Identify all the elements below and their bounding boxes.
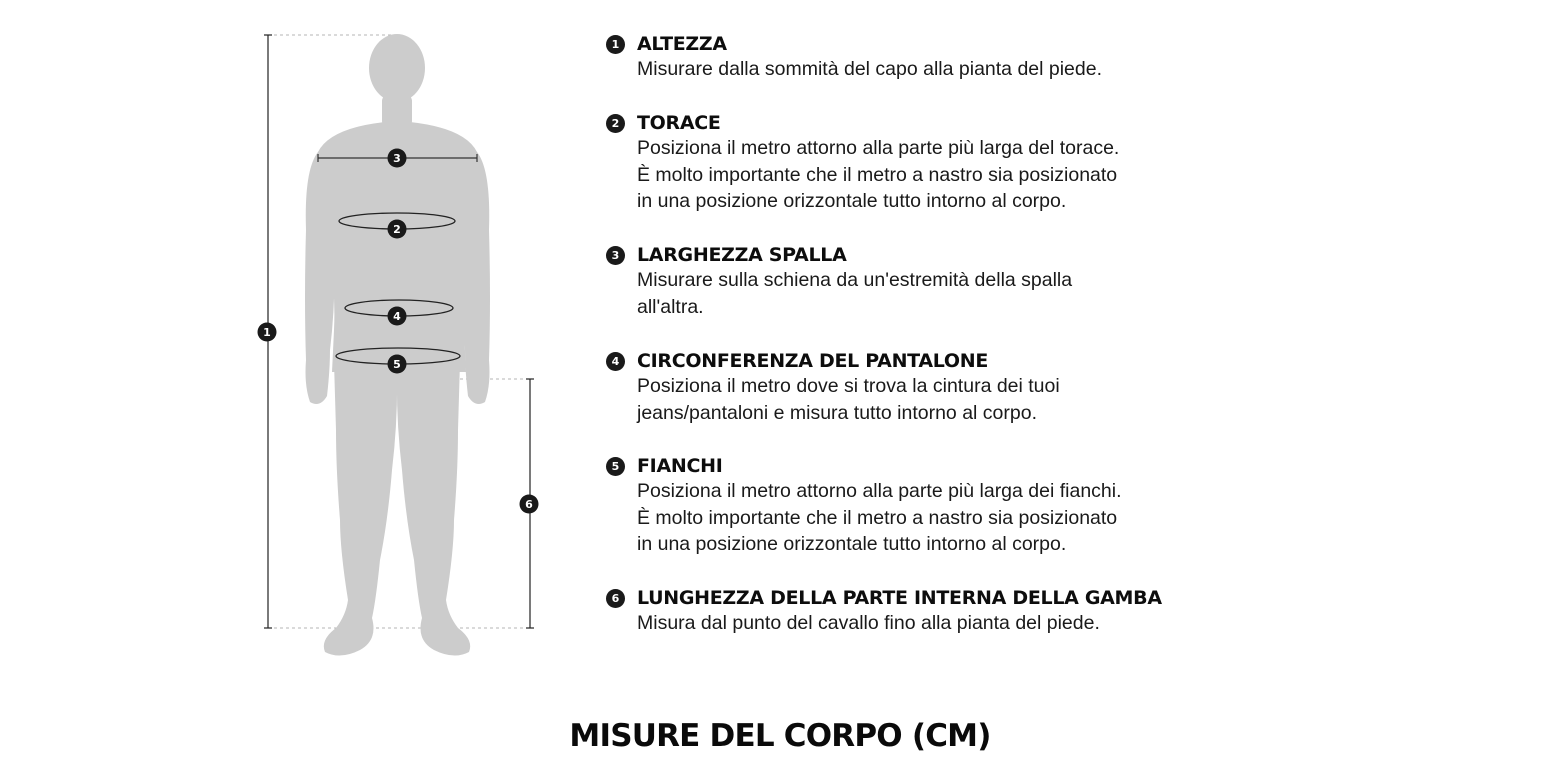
legend-title: CIRCONFERENZA DEL PANTALONE [637, 350, 989, 372]
legend-title: LARGHEZZA SPALLA [637, 244, 847, 266]
legend-description [637, 478, 1122, 558]
legend-description [637, 267, 1072, 320]
legend-number-badge: 1 [606, 35, 625, 54]
legend-number-badge: 6 [606, 589, 625, 608]
legend-description-line: Posiziona il metro attorno alla parte più larga del torace. [637, 137, 1120, 159]
legend-description-line: jeans/pantaloni e misura tutto intorno al corpo. [637, 401, 1037, 424]
svg-text:5: 5 [393, 358, 401, 371]
legend-description-line: È molto importante che il metro a nastro sia posizionato [637, 506, 1118, 529]
marker-1 [258, 323, 277, 342]
legend-description-line: all'altra. [637, 295, 704, 318]
legend-description-line: Misurare dalla sommità del capo alla pianta del piede. [637, 58, 1103, 80]
legend-item-shoulder-width [606, 243, 1072, 320]
page-title: MISURE DEL CORPO (CM) [569, 718, 991, 754]
svg-text:4: 4 [393, 310, 401, 323]
legend-number-badge: 4 [606, 352, 625, 371]
legend-title: TORACE [637, 112, 721, 134]
legend-number-badge: 2 [606, 114, 625, 133]
marker-3 [388, 149, 407, 168]
legend-description [637, 135, 1119, 215]
legend-title: LUNGHEZZA DELLA PARTE INTERNA DELLA GAMBA [637, 587, 1162, 609]
marker-6 [520, 495, 539, 514]
svg-text:6: 6 [525, 498, 533, 511]
body-measurement-figure [240, 20, 560, 670]
legend-description-line: È molto importante che il metro a nastro sia posizionato [637, 163, 1118, 186]
marker-5 [388, 355, 407, 374]
legend-description-line: Misura dal punto del cavallo fino alla pianta del piede. [637, 612, 1100, 634]
legend-description-line: Posiziona il metro dove si trova la cintura dei tuoi [637, 375, 1060, 397]
legend-number-badge: 5 [606, 457, 625, 476]
marker-4 [388, 307, 407, 326]
marker-2 [388, 220, 407, 239]
legend-description-line: in una posizione orizzontale tutto intorno al corpo. [637, 533, 1067, 555]
legend-title: ALTEZZA [637, 33, 727, 55]
legend-description [637, 56, 1102, 83]
legend-title: FIANCHI [637, 455, 723, 477]
legend-description [637, 373, 1060, 426]
legend-item-chest [606, 111, 1119, 215]
body-diagram-svg [240, 20, 560, 670]
legend-description-line: Misurare sulla schiena da un'estremità della spalla [637, 269, 1073, 291]
legend-description-line: in una posizione orizzontale tutto intorno al corpo. [637, 190, 1067, 212]
legend-description-line: Posiziona il metro attorno alla parte più larga dei fianchi. [637, 480, 1122, 502]
legend-item-waist [606, 349, 1060, 426]
human-silhouette [305, 34, 490, 656]
legend-number-badge: 3 [606, 246, 625, 265]
svg-text:1: 1 [263, 326, 271, 339]
legend-item-inseam [606, 586, 1162, 637]
svg-text:2: 2 [393, 223, 401, 236]
svg-text:3: 3 [393, 152, 401, 165]
legend-item-hips [606, 454, 1122, 558]
legend-item-height [606, 32, 1102, 83]
legend-description [637, 610, 1162, 637]
